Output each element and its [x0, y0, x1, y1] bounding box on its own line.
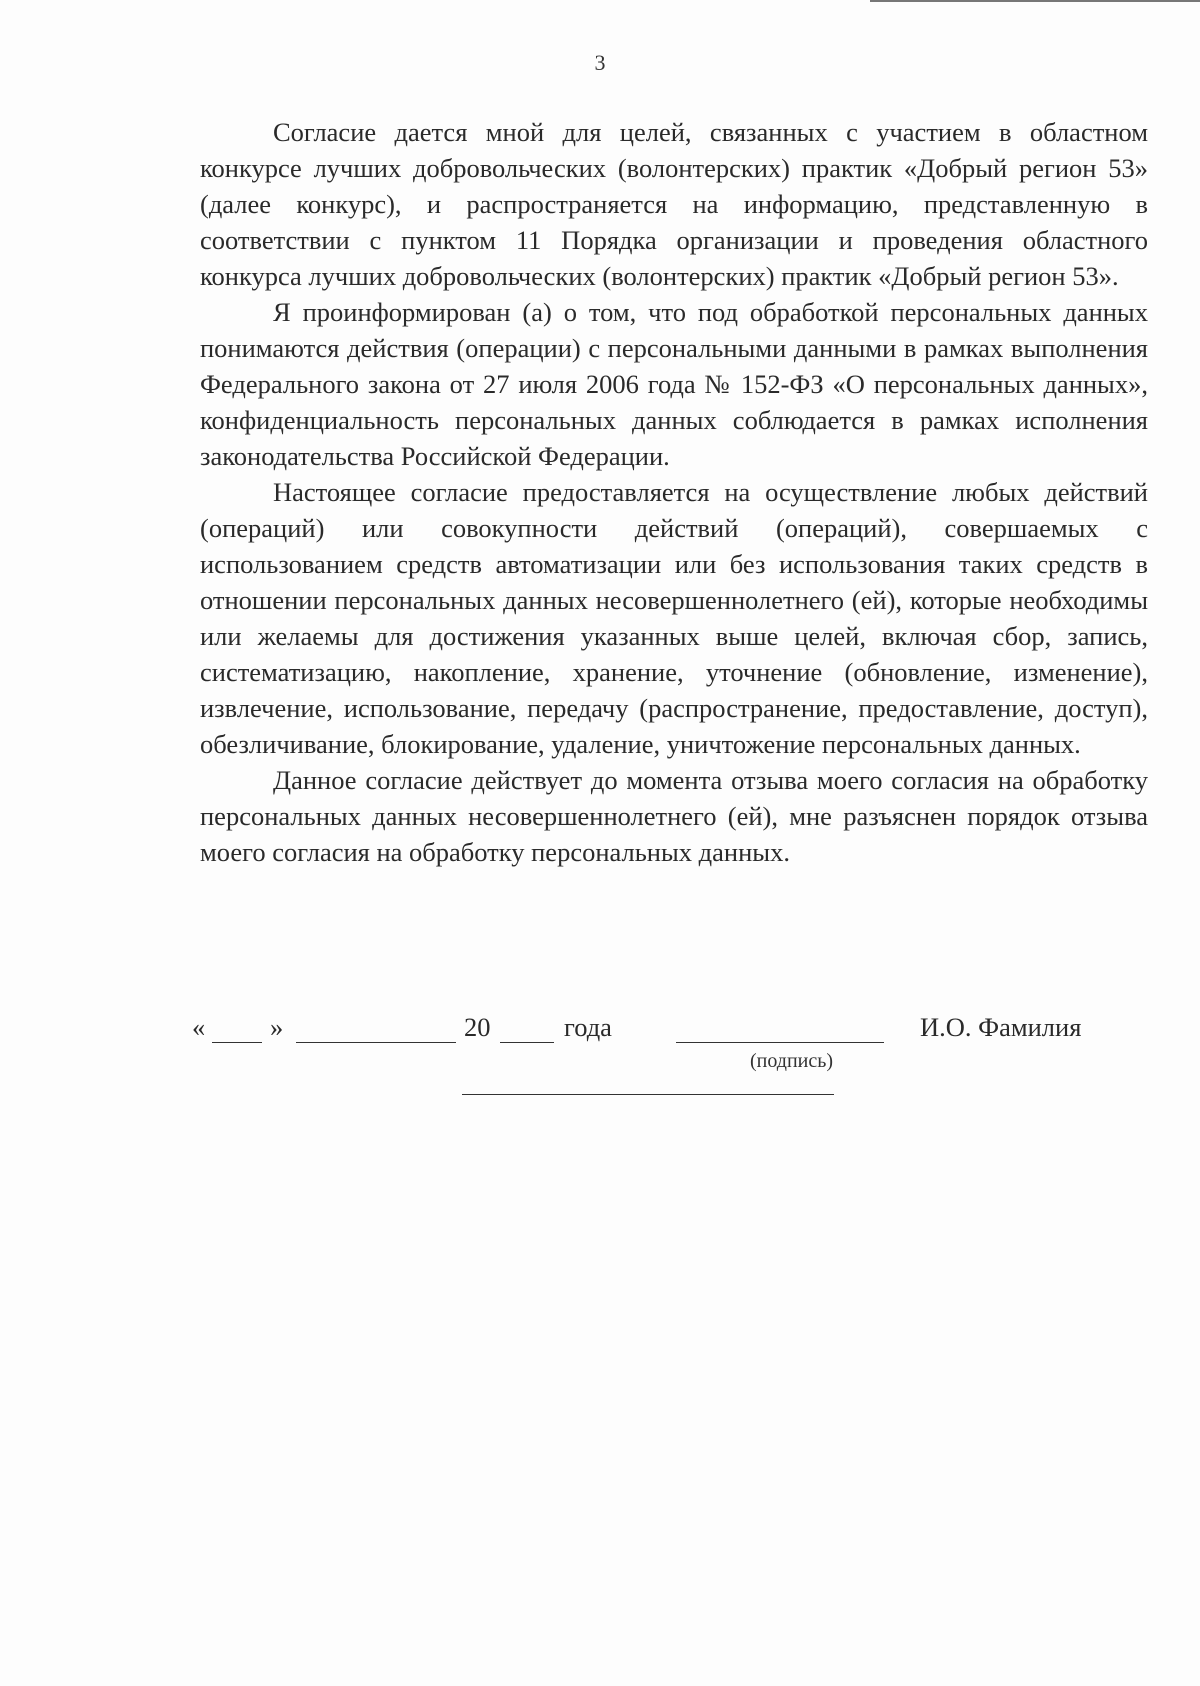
year-suffix: года: [564, 1012, 612, 1042]
consent-body: [200, 114, 1148, 870]
bottom-blank-line: [462, 1094, 834, 1095]
page-number: 3: [594, 50, 606, 75]
signature-row: [0, 1012, 1200, 1052]
date-close-quote: »: [270, 1012, 284, 1042]
paragraph-purpose: Согласие дается мной для целей, связанных с участием в областном конкурсе лучших добровольческих (волонтерских) практик «Добрый регион 53» (далее конкурс), и распространяется на информацию, представленную в соответствии с пунктом 11 Порядка организации и проведения областного конкурса лучших добровольческих (волонтерских) практик «Добрый регион 53».: [200, 117, 1148, 291]
signature-caption: (подпись): [750, 1050, 834, 1072]
year-prefix: 20: [464, 1012, 491, 1042]
signature-blank: [676, 1042, 884, 1043]
signer-name: И.О. Фамилия: [920, 1012, 1082, 1042]
paragraph-processing-definition: Я проинформирован (а) о том, что под обработкой персональных данных понимаются действия (операции) с персональными данными в рамках выполнения Федерального закона от 27 июля 2006 года № 152-ФЗ «О персональных данных», конфиденциальность персональных данных соблюдается в рамках исполнения законодательства Российской Федерации.: [200, 297, 1148, 471]
paragraph-validity: Данное согласие действует до момента отзыва моего согласия на обработку персональных данных несовершеннолетнего (ей), мне разъяснен порядок отзыва моего согласия на обработку персональных данных.: [200, 765, 1148, 867]
day-blank: [212, 1042, 262, 1043]
date-open-quote: «: [192, 1012, 206, 1042]
month-blank: [296, 1042, 456, 1043]
paragraph-scope-of-consent: Настоящее согласие предоставляется на осуществление любых действий (операций) или совокупности действий (операций), совершаемых с использованием средств автоматизации или без использования таких средств в отношении персональных данных несовершеннолетнего (ей), которые необходимы или желаемы для достижения указанных выше целей, включая сбор, запись, систематизацию, накопление, хранение, уточнение (обновление, изменение), извлечение, использование, передачу (распространение, предоставление, доступ), обезличивание, блокирование, удаление, уничтожение персональных данных.: [200, 477, 1148, 759]
year-blank: [500, 1042, 554, 1043]
top-edge-rule: [870, 0, 1200, 2]
